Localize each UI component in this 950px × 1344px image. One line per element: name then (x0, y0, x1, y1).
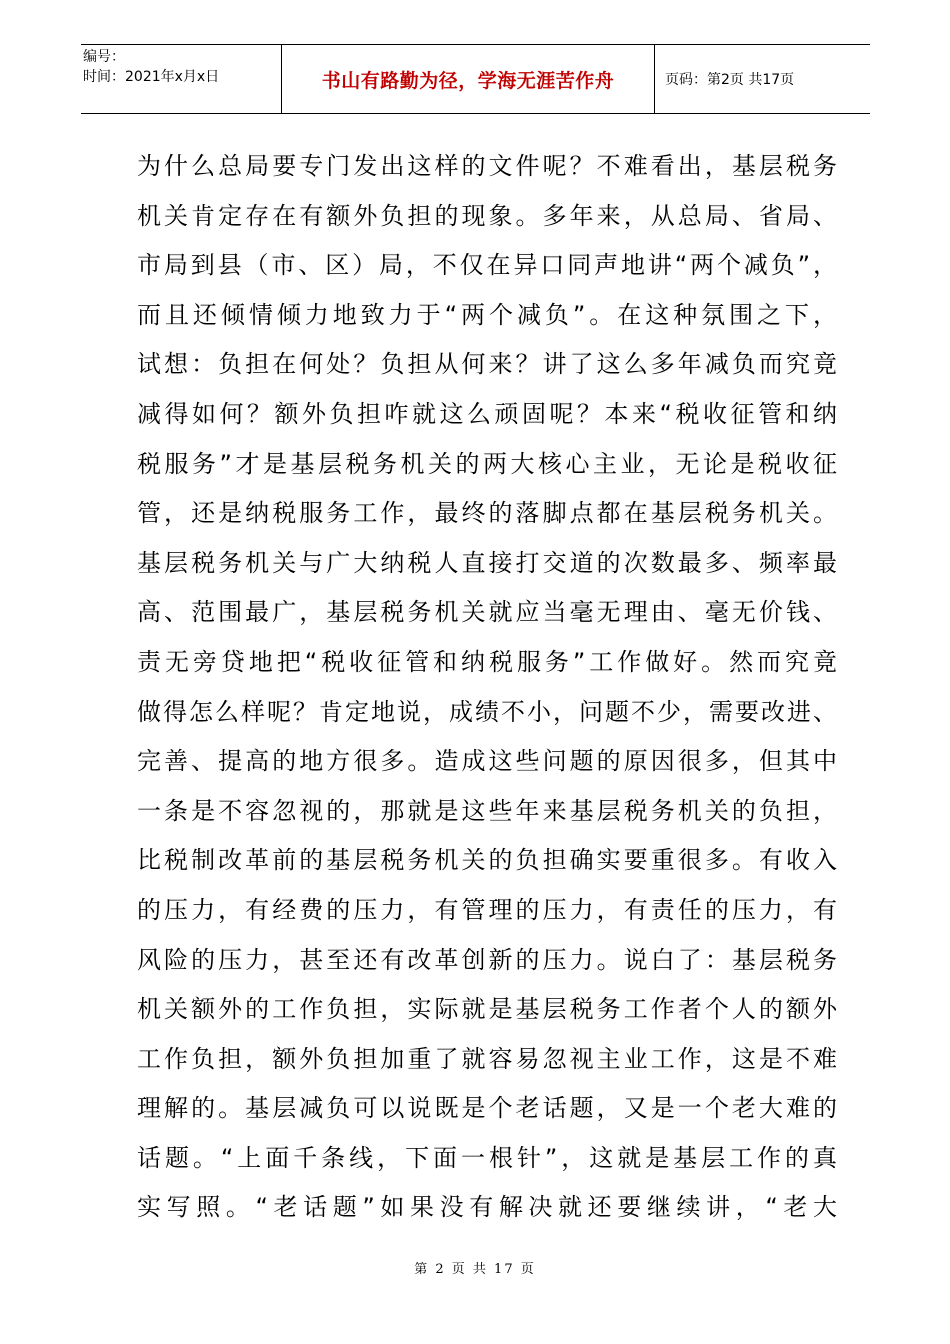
text-line: 工作负担，额外负担加重了就容易忽视主业工作，这是不难 (137, 1044, 837, 1073)
header-meta-cell (81, 45, 282, 113)
document-number-label: 编号： (83, 49, 125, 65)
text-line: 做得怎么样呢？肯定地说，成绩不小，问题不少，需要改进、 (137, 697, 837, 726)
text-line: 风险的压力，甚至还有改革创新的压力。说白了：基层税务 (137, 945, 837, 974)
text-line: 机关肯定存在有额外负担的现象。多年来，从总局、省局、 (137, 201, 837, 230)
header-motto: 书山有路勤为径，学海无涯苦作舟 (321, 69, 615, 92)
text-line: 税服务”才是基层税务机关的两大核心主业，无论是税收征 (137, 449, 837, 478)
header-motto-cell (282, 45, 655, 113)
text-line: 的压力，有经费的压力，有管理的压力，有责任的压力，有 (137, 895, 837, 924)
text-line: 为什么总局要专门发出这样的文件呢？不难看出，基层税务 (137, 152, 837, 180)
text-line: 管，还是纳税服务工作，最终的落脚点都在基层税务机关。 (137, 499, 837, 528)
text-line: 试想：负担在何处？负担从何来？讲了这么多年减负而究竟 (137, 350, 837, 379)
text-line: 责无旁贷地把“税收征管和纳税服务”工作做好。然而究竟 (137, 647, 837, 676)
text-line: 基层税务机关与广大纳税人直接打交道的次数最多、频率最 (137, 548, 837, 577)
text-line: 完善、提高的地方很多。造成这些问题的原因很多，但其中 (137, 747, 837, 776)
text-line: 话题。“上面千条线，下面一根针”，这就是基层工作的真 (137, 1143, 837, 1172)
text-line: 理解的。基层减负可以说既是个老话题，又是一个老大难的 (137, 1094, 837, 1123)
text-line: 减得如何？额外负担咋就这么顽固呢？本来“税收征管和纳 (137, 399, 837, 428)
text-line: 而且还倾情倾力地致力于“两个减负”。在这种氛围之下， (137, 300, 837, 329)
page-footer: 第 2 页 共 17 页 (414, 1262, 536, 1277)
text-line: 市局到县（市、区）局，不仅在异口同声地讲“两个减负”， (137, 251, 837, 280)
text-line: 比税制改革前的基层税务机关的负担确实要重很多。有收入 (137, 846, 837, 875)
header-page-number: 页码：第2页 共17页 (665, 72, 795, 88)
text-line: 机关额外的工作负担，实际就是基层税务工作者个人的额外 (137, 995, 837, 1024)
header-page-cell (655, 45, 870, 113)
body-paragraph (137, 142, 837, 1233)
text-line: 高、范围最广，基层税务机关就应当毫无理由、毫无价钱、 (137, 598, 837, 627)
text-line: 一条是不容忽视的，那就是这些年来基层税务机关的负担， (137, 796, 837, 825)
page-header (81, 44, 870, 114)
document-date-label: 时间：2021年x月x日 (83, 69, 220, 85)
text-line: 实写照。“老话题”如果没有解决就还要继续讲，“老大 (137, 1193, 837, 1222)
